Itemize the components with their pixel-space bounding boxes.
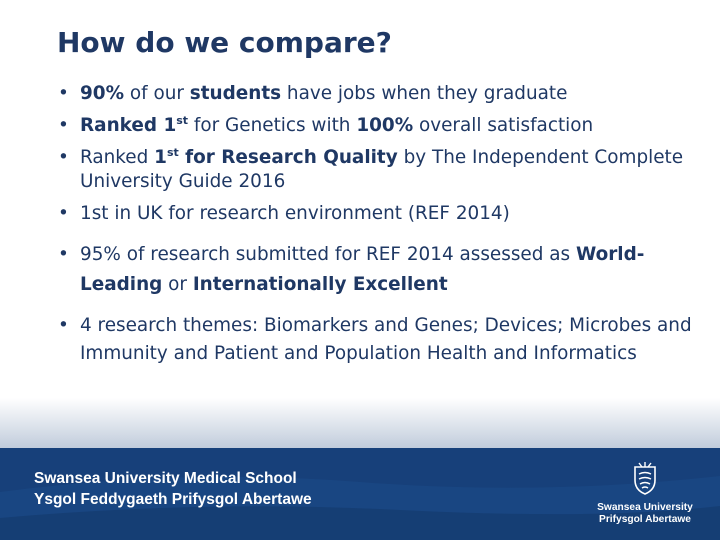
bullet-text: overall satisfaction: [413, 115, 594, 136]
slide-title: How do we compare?: [57, 26, 392, 59]
bullet-emphasis: Ranked 1st: [80, 114, 189, 136]
bullet-genetics-ranking: [58, 114, 698, 138]
bullet-ref-assessment: [58, 240, 698, 296]
university-name-english: Swansea University: [597, 502, 693, 513]
school-name-english: Swansea University Medical School: [34, 470, 297, 487]
bullet-emphasis: 1st for Research Quality: [154, 146, 398, 168]
bullet-text: by The Independent Complete University Guide 2016: [80, 147, 684, 192]
bullet-emphasis: World-Leading: [80, 244, 645, 295]
university-logo: [585, 462, 705, 526]
stat-employment-percent: 90%: [80, 83, 125, 104]
bullet-dot: •: [58, 115, 69, 136]
school-name-block: [34, 468, 312, 510]
bullet-emphasis: students: [189, 83, 282, 104]
bullet-emphasis: Internationally Excellent: [192, 274, 448, 295]
bullet-dot: •: [58, 203, 69, 224]
bullet-text: Ranked: [80, 147, 155, 168]
stat-satisfaction-percent: 100%: [356, 115, 414, 136]
bullet-dot: •: [58, 244, 69, 265]
bullet-dot: •: [58, 83, 69, 104]
university-crest-icon: [632, 462, 658, 496]
bullet-text: 95% of research submitted for REF 2014 assessed as: [80, 244, 576, 265]
bullet-research-quality: [58, 146, 698, 194]
school-name-welsh: Ysgol Feddygaeth Prifysgol Abertawe: [34, 491, 312, 508]
bullet-text: 4 research themes: Biomarkers and Genes; Devices; Microbes and Immunity and Patient and Population Health and Informatics: [80, 315, 692, 364]
bullet-dot: •: [58, 147, 69, 168]
bullet-text: for Genetics with: [188, 115, 357, 136]
bullet-dot: •: [58, 315, 69, 336]
bullet-text: 1st in UK for research environment (REF 2014): [80, 203, 510, 224]
bullet-text: or: [162, 274, 193, 295]
bullet-employment: [58, 82, 698, 106]
footer-banner: [0, 448, 720, 540]
footer-fade: [0, 398, 720, 450]
bullet-text: of our: [124, 83, 190, 104]
bullet-list: [58, 82, 698, 396]
bullet-text: have jobs when they graduate: [281, 83, 568, 104]
university-name-welsh: Prifysgol Abertawe: [599, 514, 691, 525]
bullet-research-themes: [58, 312, 698, 396]
bullet-research-environment: [58, 202, 698, 226]
